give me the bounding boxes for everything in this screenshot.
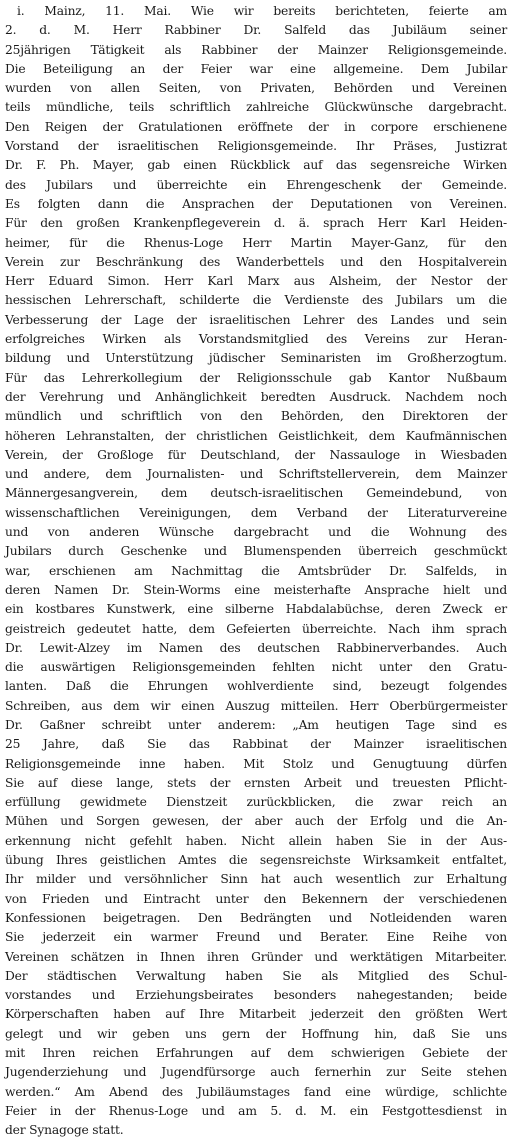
- text-line: Konfessionen beigetragen. Den Bedrängten und Notleidenden waren: [5, 910, 507, 925]
- text-line: der Verehrung und Anhänglichkeit beredten Ausdruck. Nachdem noch: [5, 389, 507, 404]
- text-line: und andere, dem Journalisten- und Schriftstellerverein, dem Mainzer: [5, 467, 507, 482]
- text-line: war, erschienen am Nachmittag die Amtsbrüder Dr. Salfelds, in: [5, 563, 507, 578]
- text-line: mit Ihren reichen Erfahrungen auf dem schwierigen Gebiete der: [5, 1046, 507, 1061]
- text-line: Verbesserung der Lage der israelitischen Lehrer des Landes und sein: [5, 312, 507, 327]
- text-line: Verein zur Beschränkung des Wanderbettels und den Hospitalverein: [5, 254, 507, 269]
- text-line: Vereinen schätzen in Ihnen ihren Gründer und werktätigen Mitarbeiter.: [5, 949, 507, 964]
- text-line: Jugenderziehung und Jugendfürsorge auch fernerhin zur Seite stehen: [5, 1065, 507, 1080]
- text-line: und von anderen Wünsche dargebracht und die Wohnung des: [5, 525, 507, 540]
- text-line: Dr. F. Ph. Mayer, gab einen Rückblick auf das segensreiche Wirken: [5, 158, 507, 173]
- text-line: Vorstand der israelitischen Religionsgemeinde. Ihr Präses, Justizrat: [5, 139, 507, 154]
- text-line: geistreich gedeutet hatte, dem Gefeierten überreichte. Nach ihm sprach: [5, 621, 507, 636]
- text-line: Schreiben, aus dem wir einen Auszug mitteilen. Herr Oberbürgermeister: [5, 698, 507, 713]
- text-line: erkennung nicht gefehlt haben. Nicht allein haben Sie in der Aus-: [5, 833, 507, 848]
- text-line: Für das Lehrerkollegium der Religionsschule gab Kantor Nußbaum: [5, 370, 507, 385]
- text-line: 2. d. M. Herr Rabbiner Dr. Salfeld das Jubiläum seiner: [5, 23, 507, 38]
- text-line: Der städtischen Verwaltung haben Sie als Mitglied des Schul-: [5, 968, 507, 983]
- text-line: Jubilars durch Geschenke und Blumenspenden überreich geschmückt: [5, 544, 507, 559]
- text-line: teils mündliche, teils schriftlich zahlreiche Glückwünsche dargebracht.: [5, 100, 507, 115]
- text-line: Sie auf diese lange, stets der ernsten Arbeit und treuesten Pflicht-: [5, 775, 507, 790]
- text-line: Für den großen Krankenpflegeverein d. ä. sprach Herr Karl Heiden-: [5, 216, 507, 231]
- text-line: Herr Eduard Simon. Herr Karl Marx aus Alsheim, der Nestor der: [5, 274, 507, 289]
- article-text: [5, 2, 507, 1141]
- text-line: erfolgreiches Wirken als Vorstandsmitglied des Vereins zur Heran-: [5, 332, 507, 347]
- text-line: hessischen Lehrerschaft, schilderte die Verdienste des Jubilars um die: [5, 293, 507, 308]
- text-line: Den Reigen der Gratulationen eröffnete der in corpore erschienene: [5, 119, 507, 134]
- text-line: mündlich und schriftlich von den Behörden, den Direktoren der: [5, 409, 507, 424]
- text-line: deren Namen Dr. Stein-Worms eine meisterhafte Ansprache hielt und: [5, 582, 507, 597]
- text-line: Dr. Lewit-Alzey im Namen des deutschen Rabbinerverbandes. Auch: [5, 640, 507, 655]
- text-line: übung Ihres geistlichen Amtes die segensreichste Wirksamkeit entfaltet,: [5, 853, 507, 868]
- text-line: 25jährigen Tätigkeit als Rabbiner der Mainzer Religionsgemeinde.: [5, 42, 507, 57]
- text-line: Feier in der Rhenus-Loge und am 5. d. M. ein Festgottesdienst in: [5, 1103, 507, 1118]
- text-line: wissenschaftlichen Vereinigungen, dem Verband der Literaturvereine: [5, 505, 507, 520]
- text-line: des Jubilars und überreichte ein Ehrengeschenk der Gemeinde.: [5, 177, 507, 192]
- text-line: i. Mainz, 11. Mai. Wie wir bereits berichteten, feierte am: [17, 4, 507, 18]
- text-line: 25 Jahre, daß Sie das Rabbinat der Mainzer israelitischen: [5, 737, 507, 752]
- text-line: der Synagoge statt.: [5, 1123, 124, 1138]
- text-line: Es folgten dann die Ansprachen der Deputationen von Vereinen.: [5, 196, 507, 211]
- text-line: Männergesangverein, dem deutsch-israelitischen Gemeindebund, von: [5, 486, 507, 501]
- text-line: wurden von allen Seiten, von Privaten, Behörden und Vereinen: [5, 81, 507, 96]
- text-line: vorstandes und Erziehungsbeirates besonders nahegestanden; beide: [5, 988, 507, 1003]
- text-line: ein kostbares Kunstwerk, eine silberne Habdalabüchse, deren Zweck er: [5, 602, 507, 617]
- text-line: Mühen und Sorgen gewesen, der aber auch der Erfolg und die An-: [5, 814, 507, 829]
- text-line: bildung und Unterstützung jüdischer Seminaristen im Großherzogtum.: [5, 351, 507, 366]
- text-line: gelegt und wir geben uns gern der Hoffnung hin, daß Sie uns: [5, 1026, 507, 1041]
- text-line: Dr. Gaßner schreibt unter anderem: „Am heutigen Tage sind es: [5, 717, 507, 732]
- text-line: Ihr milder und versöhnlicher Sinn hat auch wesentlich zur Erhaltung: [5, 872, 507, 887]
- text-line: werden.“ Am Abend des Jubiläumstages fand eine würdige, schlichte: [5, 1084, 507, 1099]
- text-line: heimer, für die Rhenus-Loge Herr Martin Mayer-Ganz, für den: [5, 235, 507, 250]
- text-line: Verein, der Großloge für Deutschland, der Nassauloge in Wiesbaden: [5, 447, 507, 462]
- text-line: Sie jederzeit ein warmer Freund und Berater. Eine Reihe von: [5, 930, 507, 945]
- text-line: die auswärtigen Religionsgemeinden fehlten nicht unter den Gratu-: [5, 660, 507, 675]
- text-line: Religionsgemeinde inne haben. Mit Stolz und Genugtuung dürfen: [5, 756, 507, 771]
- text-line: Die Beteiligung an der Feier war eine allgemeine. Dem Jubilar: [5, 61, 507, 76]
- text-line: erfüllung gewidmete Dienstzeit zurückblicken, die zwar reich an: [5, 795, 507, 810]
- text-line: Körperschaften haben auf Ihre Mitarbeit jederzeit den größten Wert: [5, 1007, 507, 1022]
- text-line: lanten. Daß die Ehrungen wohlverdiente sind, bezeugt folgendes: [5, 679, 507, 694]
- text-line: höheren Lehranstalten, der christlichen Geistlichkeit, dem Kaufmännischen: [5, 428, 507, 443]
- text-line: von Frieden und Eintracht unter den Bekennern der verschiedenen: [5, 891, 507, 906]
